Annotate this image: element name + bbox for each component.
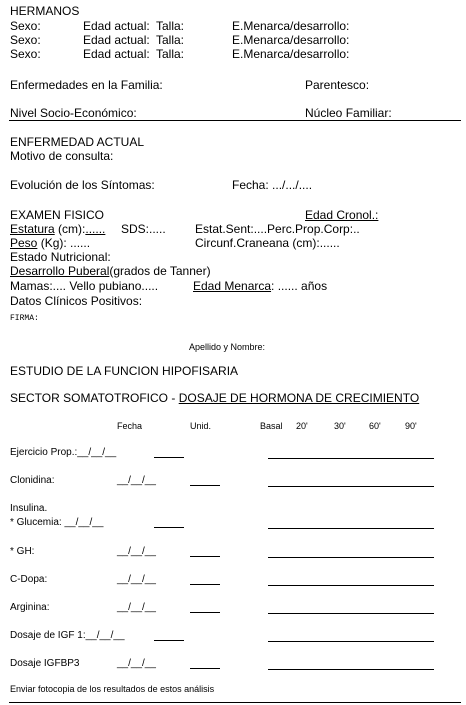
col-basal: Basal [260, 421, 283, 431]
unid-blank [190, 584, 220, 585]
clonidina-fecha: __/__/__ [117, 475, 156, 486]
results-line [268, 486, 434, 487]
hermano-3-talla: Talla: [156, 47, 185, 61]
peso-unit: (Kg): ...... [37, 236, 91, 250]
mamas-vello-label: Mamas:.... Vello pubiano..... [10, 279, 159, 293]
results-line [268, 669, 434, 670]
arginina-fecha: __/__/__ [117, 602, 156, 613]
estado-nutricional-label: Estado Nutricional: [10, 250, 111, 264]
hermano-2-menarca: E.Menarca/desarrollo: [232, 33, 350, 47]
hermanos-title: HERMANOS [10, 4, 80, 18]
igf1-label: Dosaje de IGF 1:__/__/__ [10, 630, 125, 641]
estatura-line [10, 223, 105, 236]
unid-blank [190, 556, 220, 557]
hermano-3-menarca: E.Menarca/desarrollo: [232, 47, 350, 61]
results-line [268, 641, 434, 642]
peso-label: Peso [10, 236, 38, 250]
col-30: 30' [334, 421, 346, 431]
hermano-1-sexo: Sexo: [10, 19, 41, 33]
col-90: 90' [405, 421, 417, 431]
cdopa-label: C-Dopa: [10, 574, 48, 585]
gh-fecha: __/__/__ [117, 546, 156, 557]
estatura-unit: (cm): [54, 222, 86, 236]
edad-cronol-label: Edad Cronol.: [305, 208, 379, 222]
hermano-2-sexo: Sexo: [10, 33, 41, 47]
insulina-label: Insulina. [10, 503, 48, 514]
firma-label: FIRMA: [10, 314, 39, 323]
arginina-label: Arginina: [10, 602, 50, 613]
nota-label: Enviar fotocopia de los resultados de estos análisis [10, 684, 215, 694]
sector-underlined: DOSAJE DE HORMONA DE CRECIMIENTO [178, 391, 420, 405]
results-line [268, 458, 434, 459]
unid-blank [190, 668, 220, 669]
edad-menarca-label: Edad Menarca [193, 279, 272, 293]
cdopa-fecha: __/__/__ [117, 574, 156, 585]
clonidina-label: Clonidina: [10, 475, 55, 486]
sector-title [10, 392, 419, 405]
estat-sent-label: Estat.Sent:....Perc.Prop.Corp:.. [195, 222, 360, 236]
unid-blank [154, 640, 184, 641]
enfermedad-actual-title: ENFERMEDAD ACTUAL [10, 135, 145, 149]
desarrollo-puberal-line [10, 265, 211, 278]
estatura-value: ...... [85, 222, 106, 236]
peso-line [10, 237, 90, 250]
unid-blank [154, 457, 184, 458]
tanner-label: (grados de Tanner) [109, 264, 211, 278]
igfbp3-label: Dosaje IGFBP3 [10, 658, 80, 669]
hermano-3-edad: Edad actual: [83, 47, 150, 61]
unid-blank [190, 485, 220, 486]
glucemia-label: * Glucemia: __/__/__ [10, 517, 104, 528]
hermano-3-sexo: Sexo: [10, 47, 41, 61]
col-unid: Unid. [190, 421, 212, 431]
hermano-1-edad: Edad actual: [83, 19, 150, 33]
evolucion-label: Evolución de los Síntomas: [10, 178, 155, 192]
nucleo-familiar-label: Núcleo Familiar: [305, 106, 392, 120]
examen-fisico-title: EXAMEN FISICO [10, 208, 105, 222]
hermano-1-menarca: E.Menarca/desarrollo: [232, 19, 350, 33]
hermano-2-talla: Talla: [156, 33, 185, 47]
fecha-label: Fecha: .../.../.... [232, 178, 313, 192]
ejercicio-label: Ejercicio Prop.:__/__/__ [10, 447, 117, 458]
bottom-divider [9, 702, 461, 703]
results-line [268, 557, 434, 558]
enfermedades-familia-label: Enfermedades en la Familia: [10, 78, 163, 92]
results-line [268, 613, 434, 614]
desarrollo-puberal-label: Desarrollo Puberal [10, 264, 110, 278]
datos-clinicos-label: Datos Clínicos Positivos: [10, 294, 143, 308]
edad-menarca-line [193, 280, 327, 293]
col-60: 60' [369, 421, 381, 431]
estatura-label: Estatura [10, 222, 55, 236]
hermano-2-edad: Edad actual: [83, 33, 150, 47]
motivo-consulta-label: Motivo de consulta: [10, 149, 114, 163]
divider [9, 120, 461, 121]
col-20: 20' [296, 421, 308, 431]
results-line [268, 528, 434, 529]
igfbp3-fecha: __/__/__ [117, 658, 156, 669]
edad-menarca-value: : ...... años [271, 279, 328, 293]
sds-label: SDS:..... [121, 222, 166, 236]
gh-label: * GH: [10, 546, 35, 557]
sector-prefix: SECTOR SOMATOTROFICO - [10, 391, 179, 405]
parentesco-label: Parentesco: [305, 78, 370, 92]
col-fecha: Fecha [117, 421, 143, 431]
unid-blank [154, 527, 184, 528]
results-line [268, 585, 434, 586]
estudio-title: ESTUDIO DE LA FUNCION HIPOFISARIA [10, 364, 239, 378]
apellido-nombre-label: Apellido y Nombre: [189, 342, 266, 352]
hermano-1-talla: Talla: [156, 19, 185, 33]
unid-blank [190, 612, 220, 613]
nivel-socio-label: Nivel Socio-Económico: [10, 106, 137, 120]
circunf-label: Circunf.Craneana (cm):...... [195, 236, 340, 250]
